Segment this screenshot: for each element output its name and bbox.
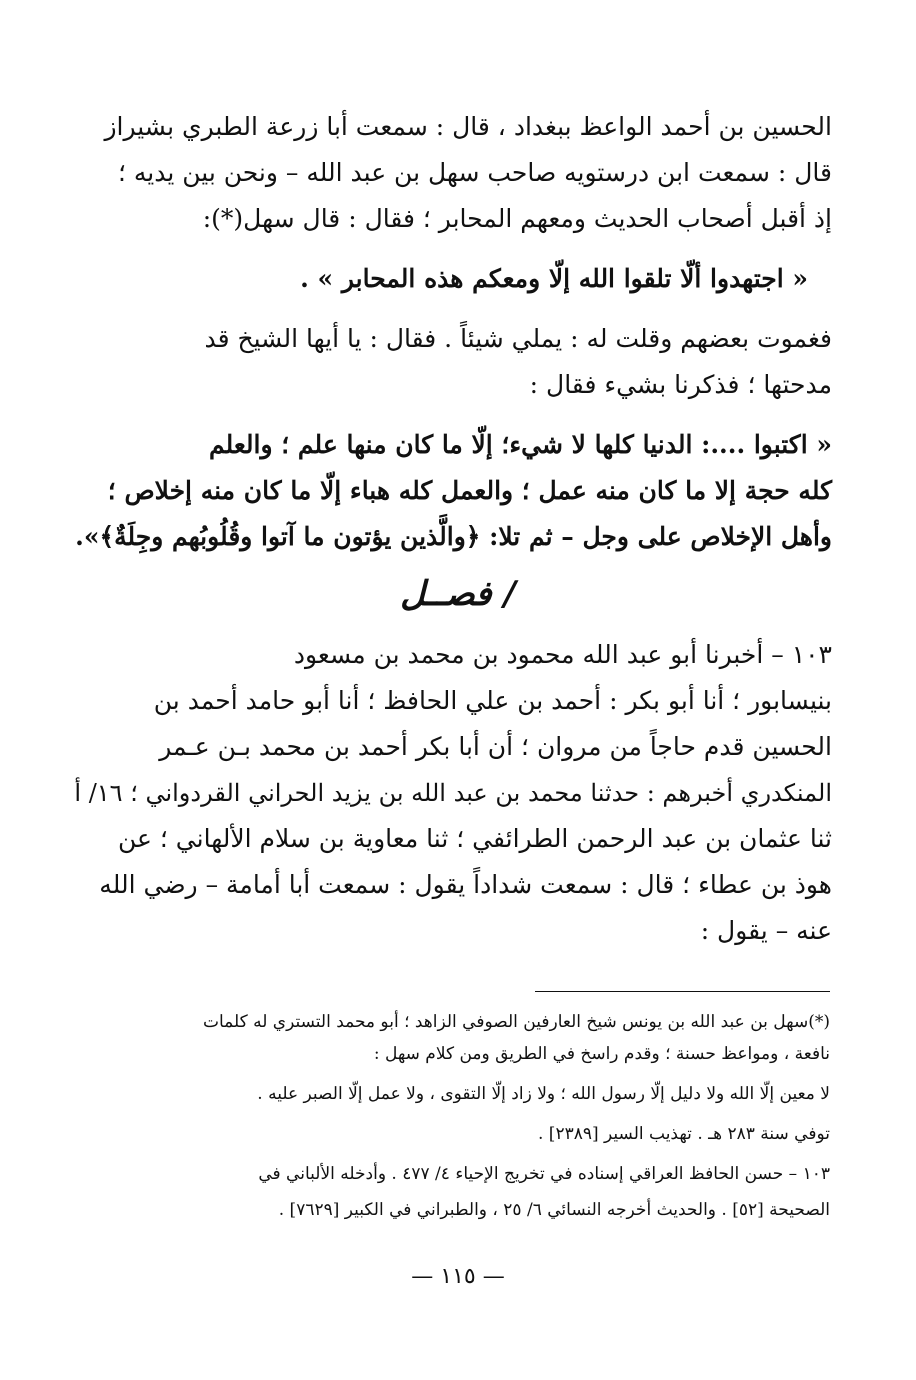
quote-line: « اجتهدوا ألّا تلقوا الله إلّا ومعكم هذه المحابر » . [300, 264, 808, 293]
footnote-line: ١٠٣ – حسن الحافظ العراقي إسناده في تخريج الإحياء ٤/ ٤٧٧ . وأدخله الألباني في [258, 1164, 830, 1184]
body-line: فغموت بعضهم وقلت له : يملي شيئاً . فقال : يا أيها الشيخ قد [204, 324, 832, 353]
body-line: الحسين بن أحمد الواعظ ببغداد ، قال : سمعت أبا زرعة الطبري بشيراز [104, 112, 832, 141]
quote-line: كله حجة إلا ما كان منه عمل ؛ والعمل كله هباء إلّا ما كان منه إخلاص ؛ [107, 476, 832, 505]
body-line: قال : سمعت ابن درستويه صاحب سهل بن عبد الله – ونحن بين يديه ؛ [117, 158, 832, 187]
quote-line: وأهل الإخلاص على وجل – ثم تلا: ﴿والَّذين يؤتون ما آتوا وقُلُوبُهم وجِلَةٌ﴾». [75, 522, 832, 551]
body-line: الحسين قدم حاجاً من مروان ؛ أن أبا بكر أحمد بن محمد بـن عـمر [159, 732, 832, 761]
footnote-line: توفي سنة ٢٨٣ هـ . تهذيب السير [٢٣٨٩] . [538, 1124, 830, 1144]
body-line: إذ أقبل أصحاب الحديث ومعهم المحابر ؛ فقال : قال سهل(*): [202, 204, 832, 233]
footnote-line: (*)سهل بن عبد الله بن يونس شيخ العارفين الصوفي الزاهد ؛ أبو محمد التستري له كلمات [202, 1012, 830, 1032]
body-line: عنه – يقول : [700, 916, 832, 945]
body-line: بنيسابور ؛ أنا أبو بكر : أحمد بن علي الحافظ ؛ أنا أبو حامد أحمد بن [153, 686, 832, 715]
footnote-line: نافعة ، ومواعظ حسنة ؛ وقدم راسخ في الطريق ومن كلام سهل : [373, 1044, 830, 1064]
body-line: مدحتها ؛ فذكرنا بشيء فقال : [529, 370, 832, 399]
body-line: المنكدري أخبرهم : حدثنا محمد بن عبد الله بن يزيد الحراني القردواني ؛ ١٦/ أ [74, 779, 832, 807]
footnote-line: لا معين إلّا الله ولا دليل إلّا رسول الله ؛ ولا زاد إلّا التقوى ، ولا عمل إلّا الصبر عليه . [257, 1084, 830, 1104]
page-number: — ١١٥ — [411, 1264, 505, 1289]
footnote-line: الصحيحة [٥٢] . والحديث أخرجه النسائي ٦/ ٢٥ ، والطبراني في الكبير [٧٦٢٩] . [278, 1200, 830, 1220]
section-title: فصــل / [400, 574, 516, 614]
footnote-separator [535, 991, 830, 992]
quote-line: « اكتبوا ....: الدنيا كلها لا شيء؛ إلّا ما كان منها علم ؛ والعلم [208, 430, 832, 459]
body-line: ثنا عثمان بن عبد الرحمن الطرائفي ؛ ثنا معاوية بن سلام الألهاني ؛ عن [118, 824, 832, 853]
body-line: ١٠٣ – أخبرنا أبو عبد الله محمود بن محمد بن مسعود [293, 640, 832, 669]
body-line: هوذ بن عطاء ؛ قال : سمعت شداداً يقول : سمعت أبا أمامة – رضي الله [99, 870, 832, 899]
